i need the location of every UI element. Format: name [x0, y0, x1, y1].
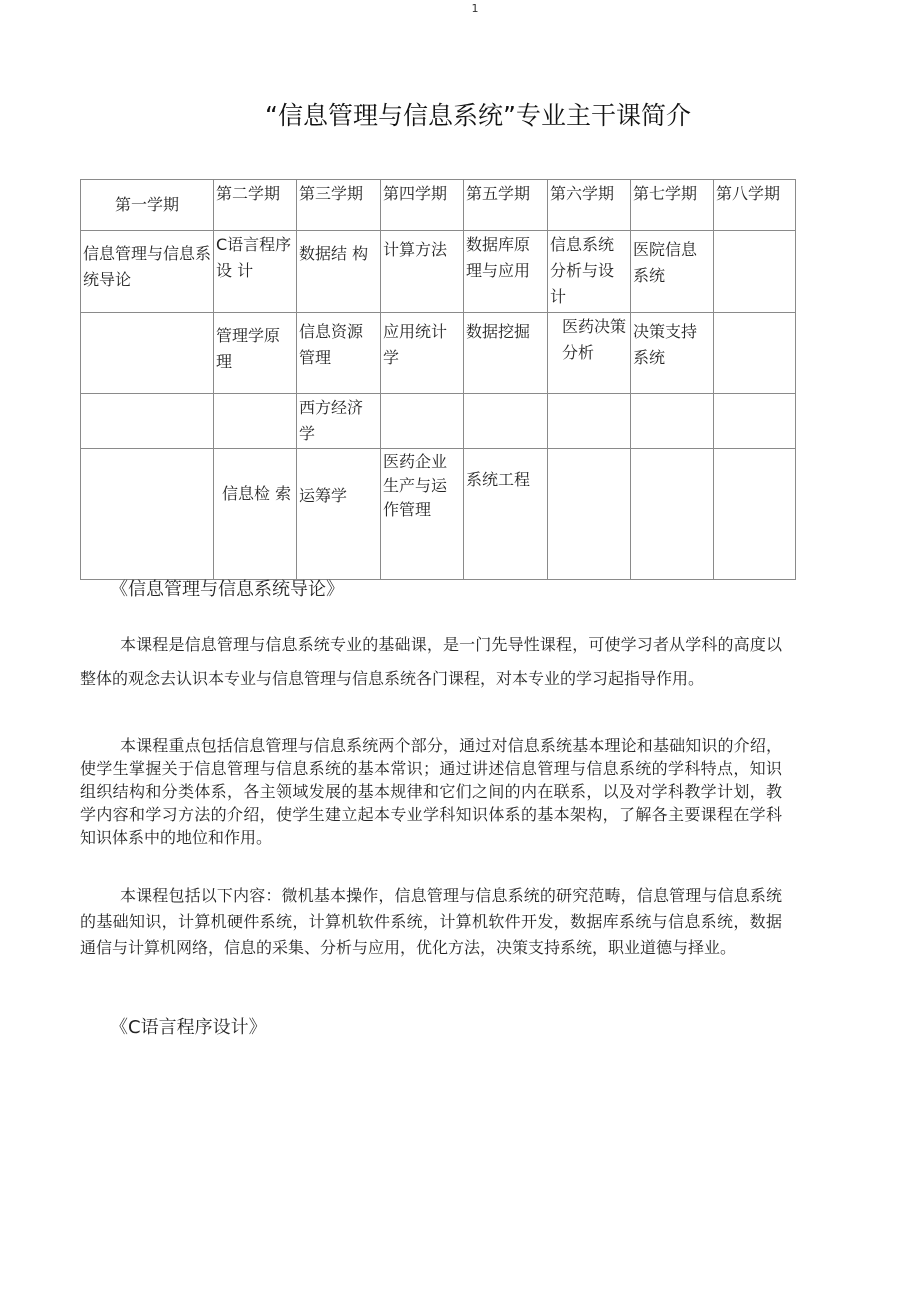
header-cell: [631, 180, 714, 231]
header-label: 第八学期: [716, 184, 781, 203]
paragraph: 本课程是信息管理与信息系统专业的基础课，是一门先导性课程，可使学习者从学科的高度以整体的观念去认识本专业与信息管理与信息系统各门课程，对本专业的学习起指导作用。: [80, 635, 782, 688]
table-cell: [714, 313, 796, 394]
header-cell: [714, 180, 796, 231]
table-cell: [214, 394, 297, 449]
cell-text: 数据结 构: [299, 244, 369, 263]
header-label: 第一学期: [114, 195, 179, 214]
header-cell: [381, 180, 464, 231]
table-cell: [381, 449, 464, 580]
header-label: 第三学期: [299, 184, 364, 203]
table-cell: [464, 449, 548, 580]
header-label: 第四学期: [383, 184, 448, 203]
table-cell: [714, 231, 796, 313]
table-cell: [464, 313, 548, 394]
table-cell: [297, 313, 381, 394]
table-cell: [214, 449, 297, 580]
table-cell: [297, 231, 381, 313]
header-cell: [548, 180, 631, 231]
table-cell: [214, 231, 297, 313]
header-cell: [81, 180, 214, 231]
table-row: [81, 394, 796, 449]
table-cell: [297, 394, 381, 449]
cell-text: C语言程序设 计: [216, 235, 292, 280]
cell-text: 信息资源管理: [299, 322, 364, 367]
table-cell: [548, 449, 631, 580]
course-schedule-table: [80, 179, 796, 580]
document-title: “信息管理与信息系统”专业主干课简介: [265, 101, 691, 130]
table-cell: [81, 394, 214, 449]
table-cell: [631, 313, 714, 394]
cell-text: 系统工程: [466, 470, 531, 489]
table-cell: [381, 231, 464, 313]
header-label: 第六学期: [550, 184, 615, 203]
section-title: 《C语言程序设计》: [110, 1017, 267, 1038]
header-label: 第二学期: [216, 184, 281, 203]
paragraph: 本课程包括以下内容：微机基本操作，信息管理与信息系统的研究范畴，信息管理与信息系统的基础知识，计算机硬件系统，计算机软件系统，计算机软件开发，数据库系统与信息系统，数据通信与计算机网络，信息的采集、分析与应用，优化方法，决策支持系统，职业道德与择业。: [80, 886, 782, 957]
cell-text: 信息管理与信息系统导论: [83, 244, 212, 289]
table-cell: [714, 394, 796, 449]
header-label: 第五学期: [466, 184, 531, 203]
table-cell: [714, 449, 796, 580]
cell-text: 医药企业生产与运作管理: [383, 452, 448, 519]
table-cell: [81, 449, 214, 580]
table-cell: [214, 313, 297, 394]
cell-text: 应用统计学: [383, 322, 448, 367]
table-cell: [631, 394, 714, 449]
table-cell: [548, 394, 631, 449]
cell-text: 医院信息系统: [633, 240, 698, 285]
table-row: [81, 449, 796, 580]
table-cell: [297, 449, 381, 580]
table-row: [81, 231, 796, 313]
table-cell: [464, 394, 548, 449]
cell-text: 西方经济学: [299, 398, 364, 443]
page-number: 1: [471, 2, 479, 15]
table-cell: [81, 313, 214, 394]
table-header-row: [81, 180, 796, 231]
table-cell: [548, 231, 631, 313]
cell-text: 信息检 索: [222, 484, 292, 503]
table-cell: [464, 231, 548, 313]
table-cell: [631, 231, 714, 313]
table-row: [81, 313, 796, 394]
header-label: 第七学期: [633, 184, 698, 203]
cell-text: 医药决策分析: [562, 317, 627, 362]
cell-text: 数据挖掘: [466, 322, 531, 341]
table-cell: [81, 231, 214, 313]
cell-text: 数据库原理与应用: [466, 235, 531, 280]
paragraph: 本课程重点包括信息管理与信息系统两个部分，通过对信息系统基本理论和基础知识的介绍，使学生掌握关于信息管理与信息系统的基本常识；通过讲述信息管理与信息系统的学科特点，知识组织结构和分类体系，各主领域发展的基本规律和它们之间的内在联系，以及对学科教学计划，教学内容和学习方法的介绍，使学生建立起本专业学科知识体系的基本架构，了解各主要课程在学科知识体系中的地位和作用。: [80, 736, 782, 847]
cell-text: 运筹学: [299, 486, 348, 505]
table-cell: [631, 449, 714, 580]
cell-text: 计算方法: [383, 240, 448, 259]
table-cell: [381, 313, 464, 394]
table-cell: [381, 394, 464, 449]
header-cell: [214, 180, 297, 231]
header-cell: [297, 180, 381, 231]
cell-text: 信息系统分析与设计: [550, 235, 615, 306]
cell-text: 管理学原理: [216, 326, 281, 371]
section-title: 《信息管理与信息系统导论》: [110, 579, 344, 600]
table-cell: [548, 313, 631, 394]
cell-text: 决策支持系统: [633, 322, 698, 367]
header-cell: [464, 180, 548, 231]
